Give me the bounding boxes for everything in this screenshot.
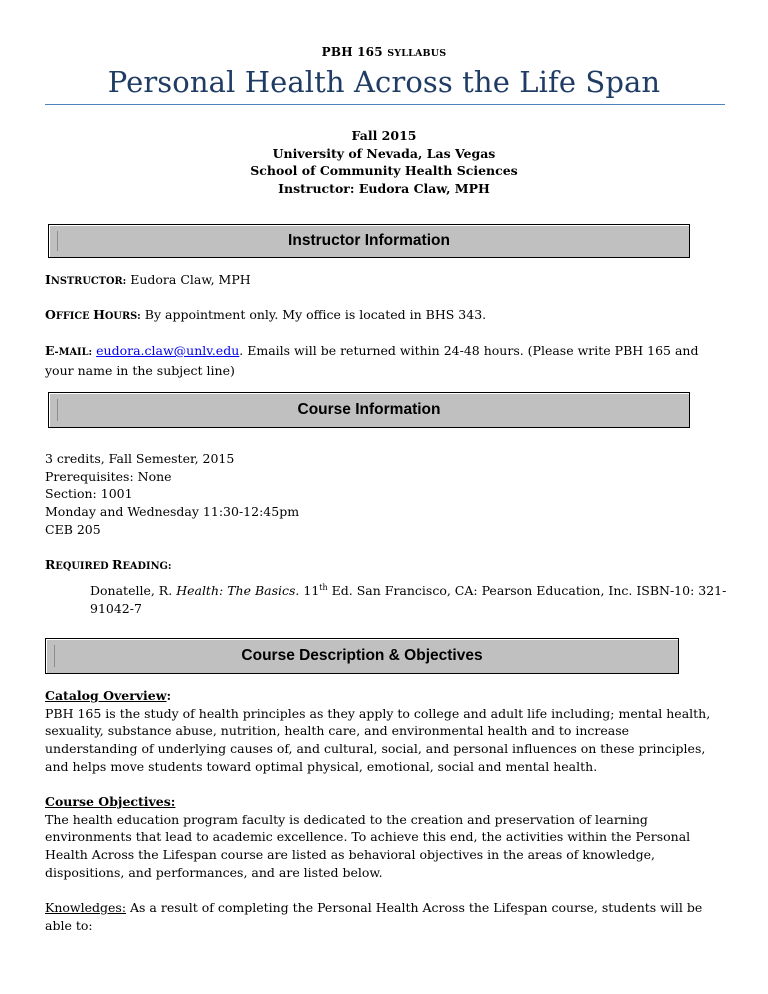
instructor-name: Eudora Claw, MPH	[130, 272, 251, 287]
section-number: Section: 1001	[45, 486, 133, 502]
email-note: . Emails will be returned within 24-48 hours. (Please write PBH 165 and	[239, 343, 699, 358]
reading-author: Donatelle, R.	[90, 583, 173, 598]
reading-title: Health: The Basics.	[176, 583, 300, 598]
required-reading-citation: Donatelle, R. Health: The Basics. 11th Ed. San Francisco, CA: Pearson Education, Inc. ISBN-10: 321- 91042-7	[90, 582, 730, 617]
university: University of Nevada, Las Vegas	[272, 145, 496, 161]
instructor-label: INSTRUCTOR:	[45, 272, 127, 287]
email-link[interactable]: eudora.claw@unlv.edu	[96, 343, 240, 358]
knowledges-heading: Knowledges:	[45, 900, 127, 915]
section-title: Course Description & Objectives	[241, 647, 483, 664]
credits: 3 credits, Fall Semester, 2015	[45, 451, 235, 466]
catalog-heading: Catalog Overview	[45, 688, 167, 703]
objectives-line: Health Across the Lifespan course are listed as behavioral objectives in the areas of knowledge,	[45, 847, 656, 863]
office-hours-text: By appointment only. My office is located in BHS 343.	[144, 307, 487, 322]
section-header-description	[45, 638, 679, 674]
course-code-heading	[0, 45, 768, 59]
section-header-instructor	[48, 224, 690, 258]
email-row	[45, 342, 735, 379]
knowledges-text: As a result of completing the Personal Health Across the Lifespan course, students will be	[126, 900, 703, 915]
objectives-line: environments that lead to academic excellence. To achieve this end, the activities within the Personal	[45, 829, 691, 845]
school: School of Community Health Sciences	[250, 163, 518, 179]
section-header-course	[48, 392, 690, 428]
office-hours-label: OFFICE HOURS:	[45, 307, 141, 322]
term: Fall 2015	[351, 128, 417, 143]
section-title: Instructor Information	[288, 232, 450, 249]
instructor-row	[45, 271, 725, 291]
title-divider	[45, 104, 725, 105]
prerequisites: Prerequisites: None	[45, 468, 172, 484]
email-label: E-MAIL:	[45, 343, 93, 358]
catalog-line: and helps move students toward optimal physical, emotional, social and mental health.	[45, 758, 598, 774]
reading-isbn-cont: 91042-7	[90, 600, 142, 616]
schedule: Monday and Wednesday 11:30-12:45pm	[45, 504, 300, 520]
instructor-line: Instructor: Eudora Claw, MPH	[278, 181, 490, 197]
course-objectives	[45, 793, 745, 882]
objectives-heading: Course Objectives:	[45, 794, 176, 809]
catalog-line: understanding of underlying causes of, and cultural, social, and personal influences on these principles,	[45, 741, 706, 757]
catalog-overview: Catalog Overview: PBH 165 is the study of health principles as they apply to college and adult life including; mental health, sexuality, substance abuse, nutrition, health care, and environmental health and to increase understanding of underlying causes of, and cultural, social, and personal influences on these principles, and helps move students toward optimal physical, emotional, social and mental health.	[45, 687, 745, 776]
objectives-line: The health education program faculty is dedicated to the creation and preservation of learning	[45, 811, 648, 827]
reading-edition: 11	[303, 583, 320, 598]
course-code: PBH 165	[321, 45, 383, 59]
office-hours-row	[45, 306, 725, 326]
catalog-line: sexuality, substance abuse, nutrition, health care, and environmental health and to increase	[45, 723, 630, 739]
course-details	[45, 450, 725, 539]
section-title: Course Information	[297, 401, 441, 418]
page-title: Personal Health Across the Life Span	[107, 65, 661, 99]
room: CEB 205	[45, 521, 101, 537]
course-info-header	[0, 127, 768, 198]
email-note-cont: your name in the subject line)	[45, 362, 235, 378]
catalog-line: PBH 165 is the study of health principles as they apply to college and adult life including; mental health,	[45, 705, 711, 721]
objectives-line: dispositions, and performances, and are listed below.	[45, 864, 383, 880]
syllabus-label: SYLLABUS	[387, 48, 447, 59]
reading-publisher: Ed. San Francisco, CA: Pearson Education, Inc. ISBN-10: 321-	[331, 583, 727, 598]
required-reading-label: REQUIRED READING:	[45, 557, 172, 572]
knowledges	[45, 899, 745, 934]
knowledges-text-cont: able to:	[45, 917, 93, 933]
